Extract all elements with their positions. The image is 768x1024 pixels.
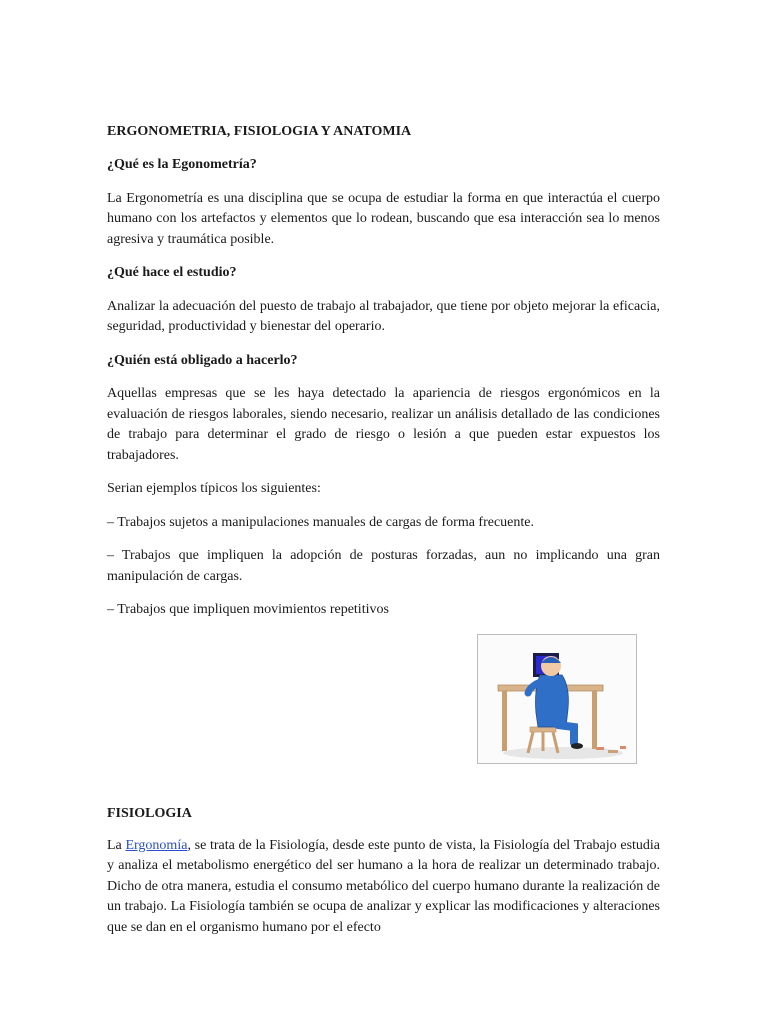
paragraph: La Ergonometría es una disciplina que se ocupa de estudiar la forma en que interactúa el cuerpo humano con los artefactos y elementos que lo rodean, buscando que esa interacción sea lo menos agresiva y traumática posible. — [107, 190, 660, 247]
paragraph-text: , se trata de la Fisiología, desde este punto de vista, la Fisiología del Trabajo estudia y analiza el metabolismo energético del ser humano a la hora de realizar un determinado trabajo. Dicho de otra manera, estudia el consumo metabólico del cuerpo humano durante la realización de un trabajo. La Fisiología también se ocupa de analizar y explicar las modificaciones y alteraciones que se dan en el organismo humano por el efecto — [107, 837, 661, 935]
ergonomia-link[interactable]: Ergonomía — [125, 837, 188, 853]
worker-at-desk-illustration — [477, 634, 637, 764]
paragraph-text: La — [107, 837, 126, 853]
section-heading-fisiologia: FISIOLOGIA — [107, 805, 192, 821]
document-body — [107, 122, 660, 951]
list-item: – Trabajos que impliquen movimientos repetitivos — [107, 602, 389, 617]
question-heading: ¿Qué hace el estudio? — [107, 265, 237, 280]
worker-illustration-icon — [478, 635, 636, 763]
list-item: – Trabajos que impliquen la adopción de posturas forzadas, aun no implicando una gran manipulación de cargas. — [107, 548, 660, 584]
paragraph: Aquellas empresas que se les haya detectado la apariencia de riesgos ergonómicos en la evaluación de riesgos laborales, siendo necesario, realizar un análisis detallado de las condiciones de trabajo para determinar el grado de riesgo o lesión a que pueden estar expuestos los trabajadores. — [107, 386, 660, 463]
paragraph — [107, 836, 660, 939]
paragraph: Analizar la adecuación del puesto de trabajo al trabajador, que tiene por objeto mejorar la eficacia, seguridad, productividad y bienestar del operario. — [107, 298, 660, 334]
list-item: – Trabajos sujetos a manipulaciones manuales de cargas de forma frecuente. — [107, 514, 534, 530]
paragraph: Serian ejemplos típicos los siguientes: — [107, 481, 321, 496]
document-title: ERGONOMETRIA, FISIOLOGIA Y ANATOMIA — [107, 124, 412, 139]
question-heading: ¿Quién está obligado a hacerlo? — [107, 352, 298, 368]
figure-container — [107, 634, 660, 804]
question-heading: ¿Qué es la Egonometría? — [107, 157, 257, 172]
